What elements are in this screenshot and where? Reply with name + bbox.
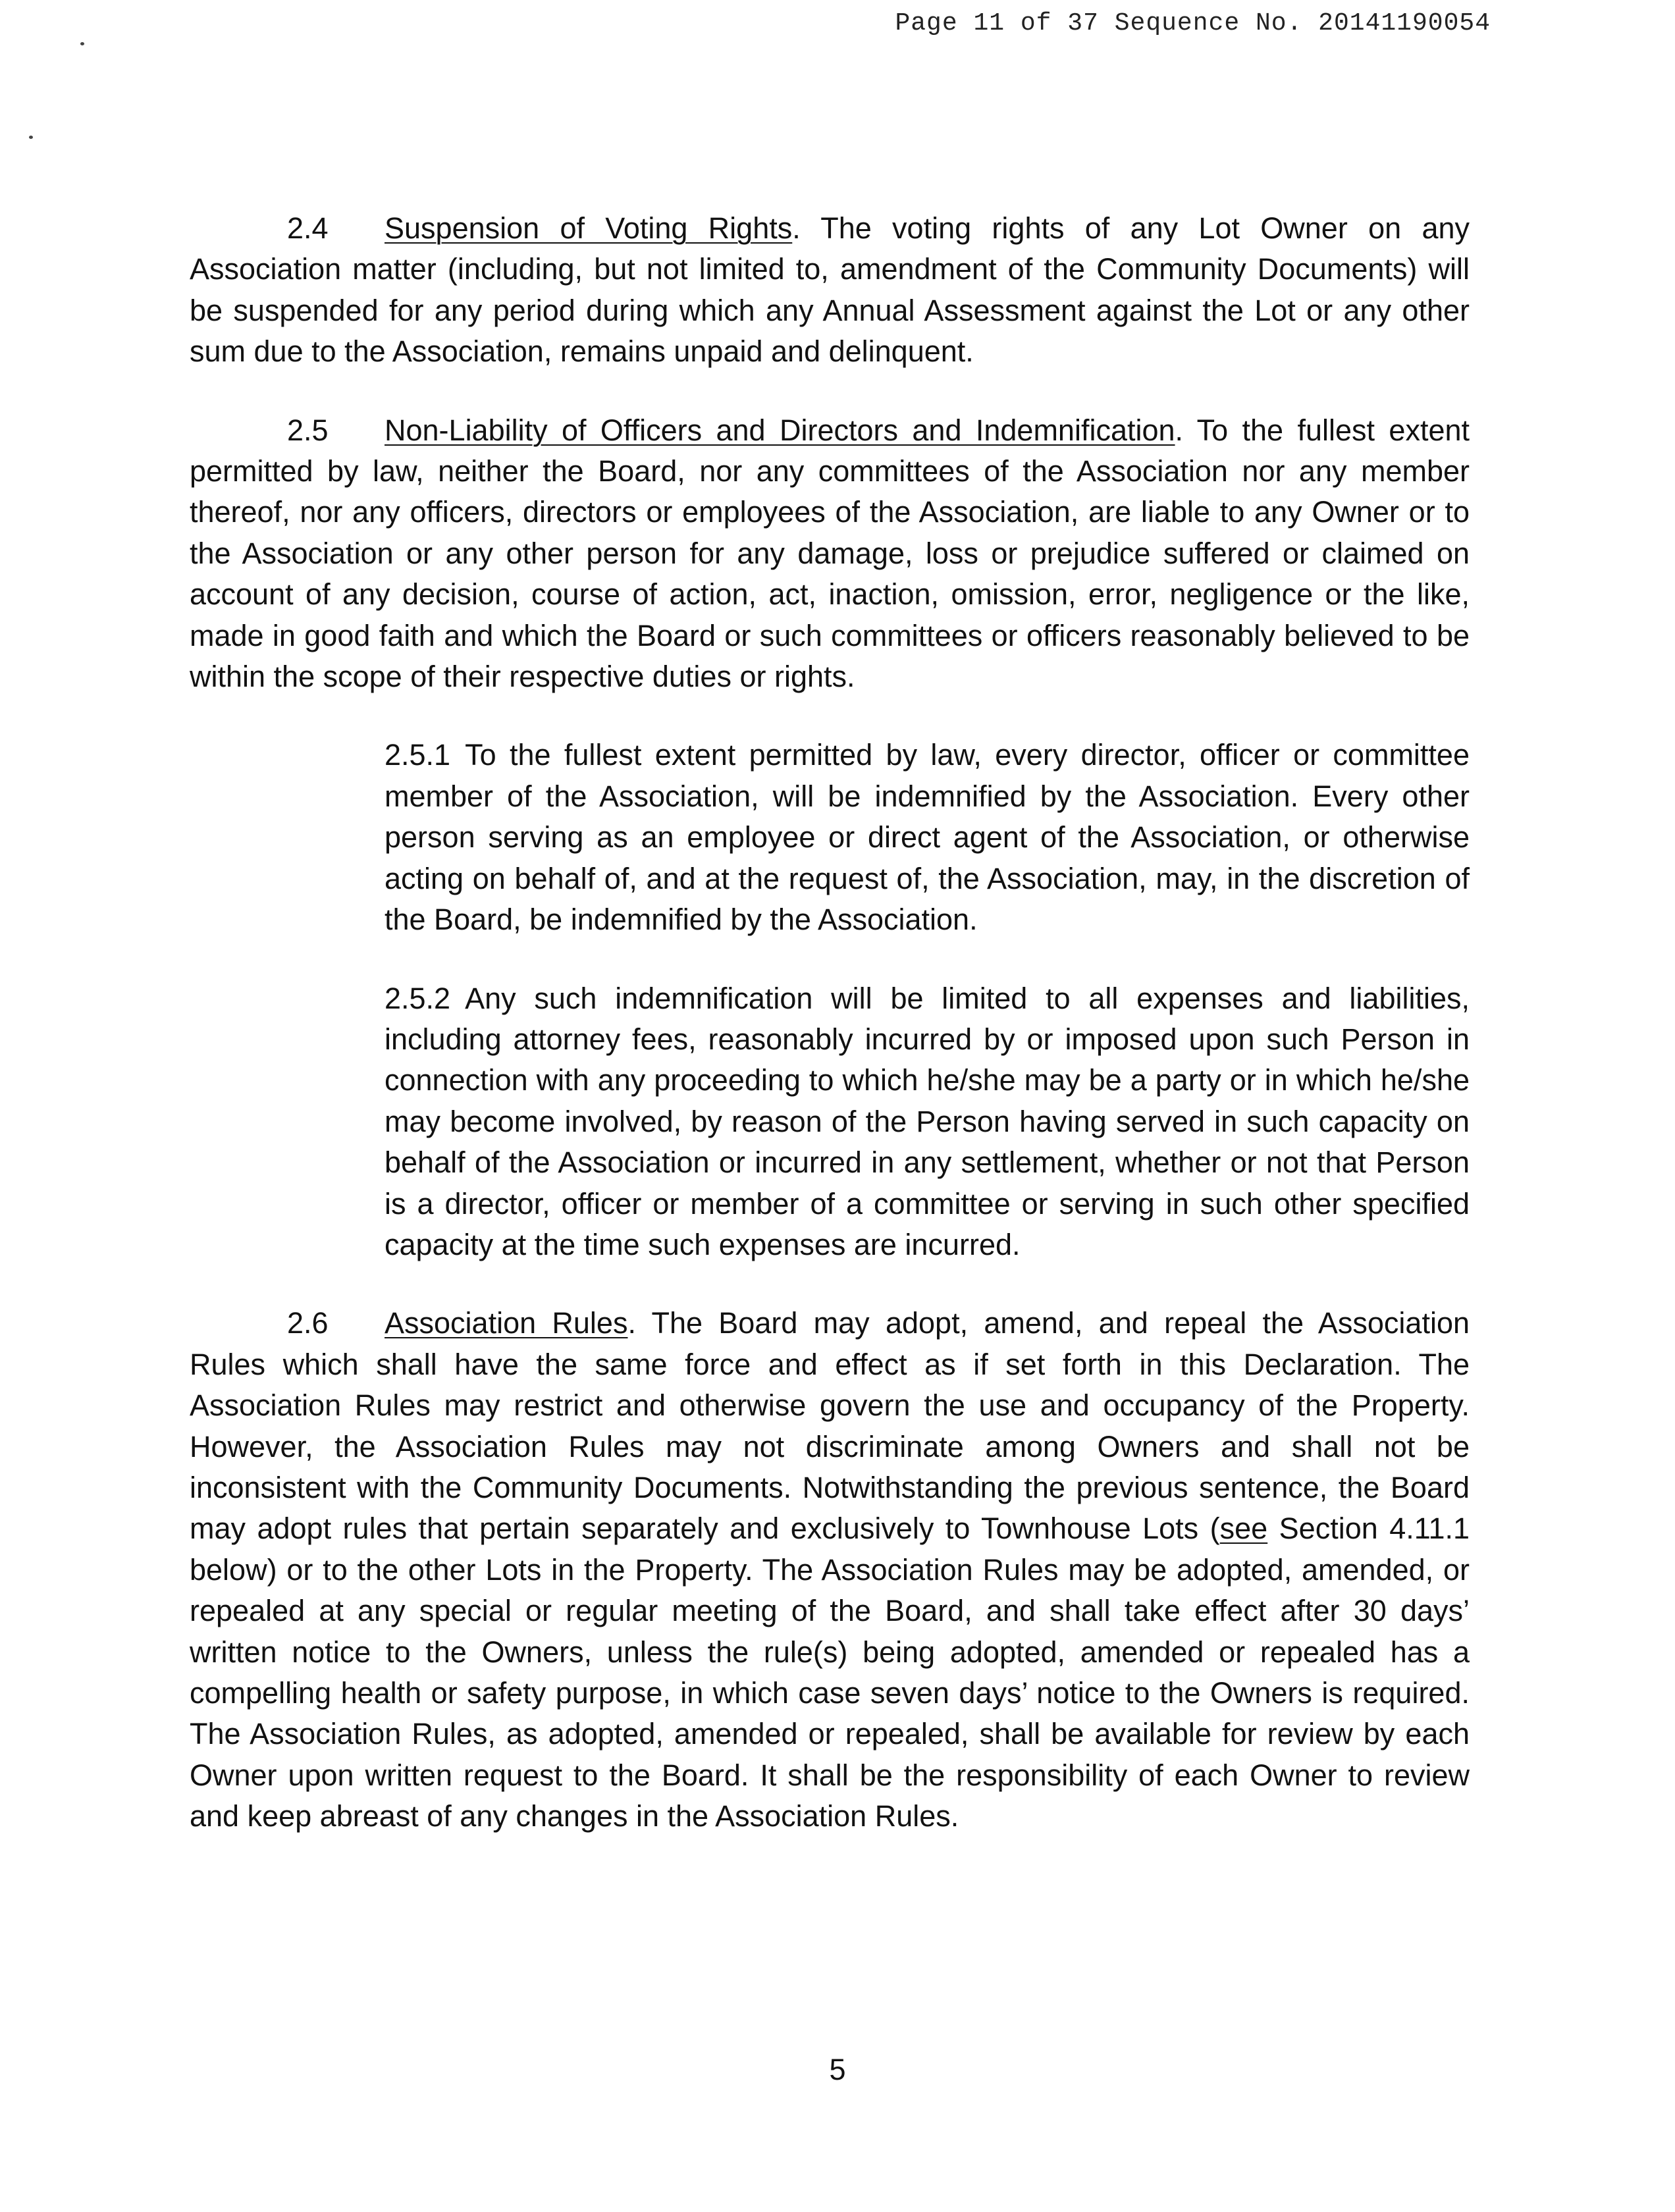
- document-body: [190, 208, 1470, 1875]
- section-heading: Suspension of Voting Rights: [385, 211, 793, 245]
- scan-speck: [80, 42, 84, 45]
- page-header-sequence: Page 11 of 37 Sequence No. 20141190054: [895, 9, 1491, 38]
- section-number: 2.5.2: [385, 981, 451, 1015]
- scan-speck: [29, 136, 33, 139]
- section-2-4: [190, 208, 1470, 373]
- section-text: To the fullest extent permitted by law, every director, officer or committee member of the Association, will be indemnified by the Association. Every other person serving as an employee or direct agent of the Association, or otherwise acting on behalf of, and at the request of, the Association, may, in the discretion of the Board, be indemnified by the Association.: [385, 738, 1470, 937]
- section-number: 2.6: [287, 1306, 329, 1340]
- section-heading: Non-Liability of Officers and Directors and Indemnification: [385, 413, 1175, 447]
- section-heading: Association Rules: [385, 1306, 628, 1340]
- see-reference: see: [1219, 1512, 1268, 1546]
- section-2-5-2: [385, 978, 1470, 1266]
- section-number: 2.5.1: [385, 738, 451, 772]
- section-text: . The Board may adopt, amend, and repeal the Association Rules which shall have the same force and effect as if set forth in this Declaration. The Association Rules may restrict and otherwise govern the use and occupancy of the Property. However, the Association Rules may not discriminate among Owners and shall not be inconsistent with the Community Documents. Notwithstanding the previous sentence, the Board may adopt rules that pertain separately and exclusively to Townhouse Lots (: [190, 1306, 1470, 1546]
- section-text: . To the fullest extent permitted by law, neither the Board, nor any committees of the Association nor any member thereof, nor any officers, directors or employees of the Association, are liable to any Owner or to the Association or any other person for any damage, loss or prejudice suffered or claimed on account of any decision, course of action, act, inaction, omission, error, negligence or the like, made in good faith and which the Board or such committees or officers reasonably believed to be within the scope of their respective duties or rights.: [190, 413, 1470, 694]
- section-2-5-1: [385, 735, 1470, 940]
- section-number: 2.5: [287, 413, 329, 447]
- section-number: 2.4: [287, 211, 329, 245]
- page-number: 5: [829, 2053, 846, 2086]
- section-text: . The voting rights of any Lot Owner on any Association matter (including, but not limited to, amendment of the Community Documents) will be suspended for any period during which any Annual Assessment against the Lot or any other sum due to the Association, remains unpaid and delinquent.: [190, 211, 1470, 369]
- section-2-6: [190, 1303, 1470, 1837]
- section-text-continued: Section 4.11.1 below) or to the other Lots in the Property. The Association Rules may be adopted, amended, or repealed at any special or regular meeting of the Board, and shall take effect after 30 days’ written notice to the Owners, unless the rule(s) being adopted, amended or repealed has a compelling health or safety purpose, in which case seven days’ notice to the Owners is required. The Association Rules, as adopted, amended or repealed, shall be available for review by each Owner upon written request to the Board. It shall be the responsibility of each Owner to review and keep abreast of any changes in the Association Rules.: [190, 1512, 1470, 1833]
- section-text: Any such indemnification will be limited to all expenses and liabilities, including attorney fees, reasonably incurred by or imposed upon such Person in connection with any proceeding to which he/she may be a party or in which he/she may become involved, by reason of the Person having served in such capacity on behalf of the Association or incurred in any settlement, whether or not that Person is a director, officer or member of a committee or serving in such other specified capacity at the time such expenses are incurred.: [385, 981, 1470, 1261]
- section-2-5: [190, 410, 1470, 698]
